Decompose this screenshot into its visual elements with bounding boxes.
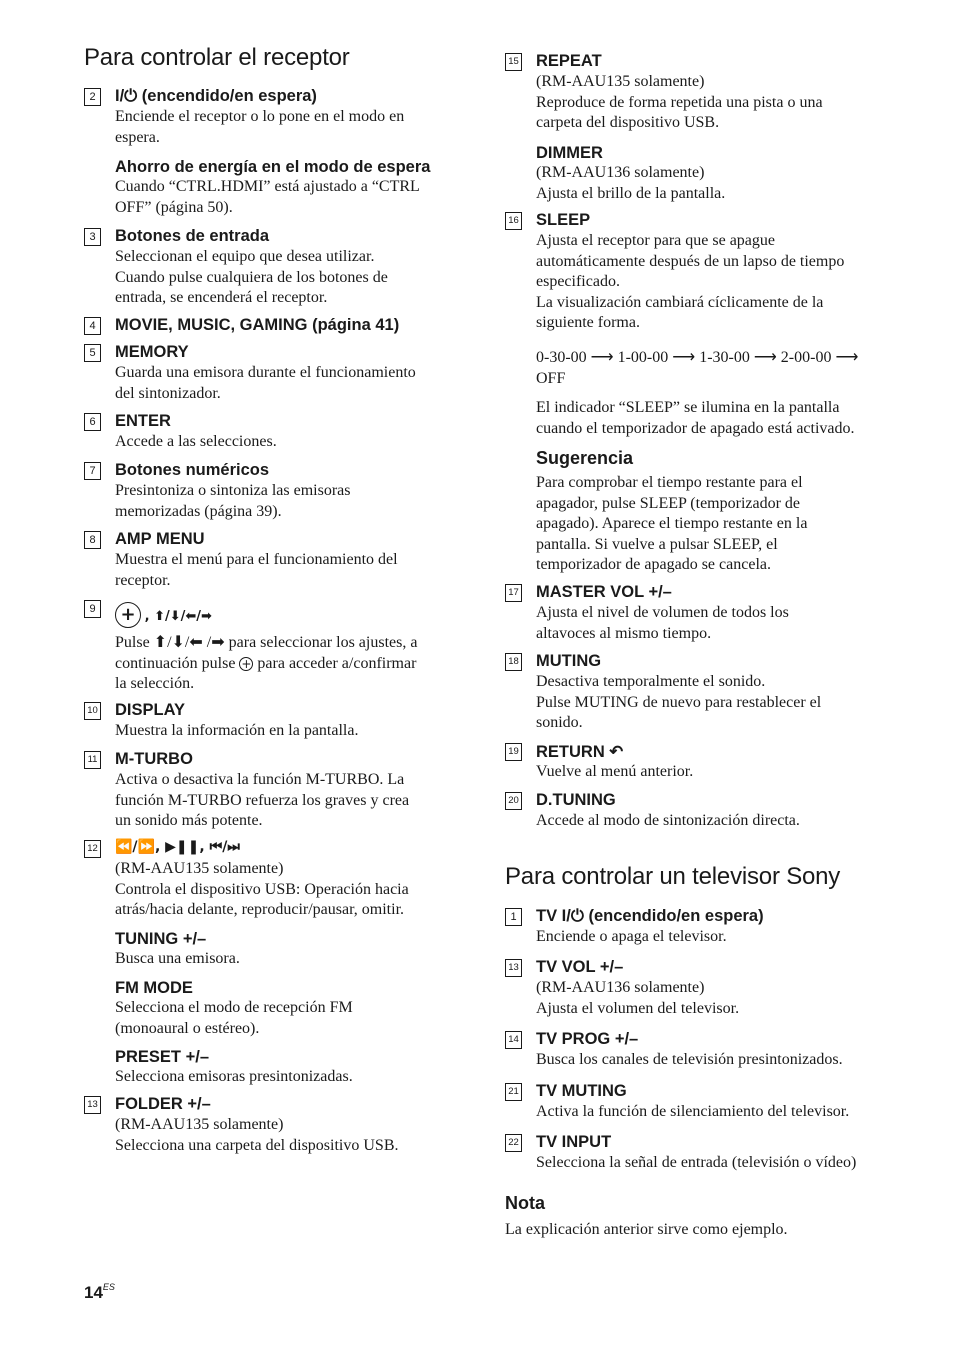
item-heading: ⏪/⏩, ▶❚❚, ⏮/⏭: [115, 839, 240, 855]
item-heading: TV MUTING: [536, 1082, 627, 1100]
item-text: Activa o desactiva la función M-TURBO. La: [115, 771, 405, 788]
item-heading: Botones de entrada: [115, 227, 270, 245]
item-text: Controla el dispositivo USB: Operación hacia: [115, 880, 409, 898]
item-heading: REPEAT: [536, 52, 602, 70]
item-text: Enciende el receptor o lo pone en el modo en: [115, 108, 405, 125]
item-text: Presintoniza o sintoniza las emisoras: [115, 482, 351, 499]
sub-text: (monoaural o estéreo).: [115, 1019, 260, 1037]
sub-heading: TUNING +/–: [115, 930, 207, 948]
sub-text: Ajusta el brillo de la pantalla.: [536, 184, 726, 202]
item-number: 17: [505, 584, 522, 602]
enter-circle-icon: [115, 602, 141, 628]
sleep-cycle-text: 0-30-00 ⟶ 1-00-00 ⟶ 1-30-00 ⟶ 2-00-00 ⟶: [536, 349, 859, 366]
item-text: Pulse MUTING de nuevo para restablecer el: [536, 693, 822, 711]
sugerencia-heading: Sugerencia: [536, 448, 634, 468]
item-heading: RETURN ↶: [536, 743, 624, 761]
item-number: 21: [505, 1083, 522, 1101]
sub-heading: FM MODE: [115, 979, 193, 997]
item-text: un sonido más potente.: [115, 812, 263, 830]
sub-heading: PRESET +/–: [115, 1048, 209, 1066]
sub-text: (RM-AAU136 solamente): [536, 164, 705, 181]
item-text: Desactiva temporalmente el sonido.: [536, 673, 766, 690]
item-heading: TV I/⏻ (encendido/en espera): [536, 907, 764, 925]
sub-text: Busca una emisora.: [115, 950, 240, 967]
item-number: 13: [505, 959, 522, 977]
sugerencia-text: Para comprobar el tiempo restante para el apagador, pulse SLEEP (temporizador de apagado). Aparece el tiempo restante en la pantalla. Si vuelve a pulsar SLEEP, el temporizador de apagado se cancela.: [536, 474, 808, 574]
item-number: 2: [84, 88, 101, 106]
item-text: (RM-AAU135 solamente): [115, 860, 284, 877]
item-heading: FOLDER +/–: [115, 1095, 211, 1113]
item-text: Seleccionan el equipo que desea utilizar.: [115, 248, 375, 265]
item-text: Activa la función de silenciamiento del televisor.: [536, 1103, 850, 1120]
item-text: sonido.: [536, 714, 583, 732]
item-text: automáticamente después de un lapso de tiempo: [536, 252, 845, 270]
section-heading-tv: Para controlar un televisor Sony: [505, 863, 841, 890]
item-heading: MOVIE, MUSIC, GAMING (página 41): [115, 316, 400, 334]
item-text: Cuando pulse cualquiera de los botones de: [115, 268, 388, 286]
item-heading: MUTING: [536, 652, 602, 670]
item-text: del sintonizador.: [115, 384, 221, 402]
item-text: Muestra el menú para el funcionamiento del: [115, 551, 398, 568]
item-text: altavoces al mismo tiempo.: [536, 624, 712, 642]
item-heading: D.TUNING: [536, 791, 616, 809]
item-text: continuación pulse + para acceder a/confirmar: [115, 654, 474, 675]
item-number: 8: [84, 531, 101, 549]
item-text: La visualización cambiará cíclicamente de la: [536, 293, 824, 311]
item-text: función M-TURBO refuerza los graves y crea: [115, 791, 410, 809]
item-text: Selecciona la señal de entrada (televisión o vídeo): [536, 1154, 857, 1171]
item-text: Ajusta el volumen del televisor.: [536, 999, 740, 1017]
nota-heading: Nota: [505, 1193, 545, 1213]
item-number: 13: [84, 1096, 101, 1114]
item-text: Muestra la información en la pantalla.: [115, 722, 359, 739]
item-heading: I/⏻ (encendido/en espera): [115, 87, 317, 105]
item-heading: AMP MENU: [115, 530, 205, 548]
item-text: Busca los canales de televisión presintonizados.: [536, 1051, 843, 1068]
sleep-cycle: [536, 348, 900, 389]
item-text: Ajusta el receptor para que se apague: [536, 232, 775, 249]
item-text: atrás/hacia delante, reproducir/pausar, omitir.: [115, 901, 405, 919]
sub-text: Cuando “CTRL.HDMI” está ajustado a “CTRL: [115, 178, 420, 195]
item-number: 22: [505, 1134, 522, 1152]
item-text: Pulse ⬆/⬇/⬅ /➡ para seleccionar los ajustes, a: [115, 634, 418, 651]
item-text: entrada, se encenderá el receptor.: [115, 289, 328, 307]
item-number: 1: [505, 908, 522, 926]
item-text: Accede a las selecciones.: [115, 433, 277, 450]
item-text: (RM-AAU135 solamente): [536, 73, 705, 90]
item-text: Enciende o apaga el televisor.: [536, 928, 727, 945]
item-number: 5: [84, 344, 101, 362]
item-text: Reproduce de forma repetida una pista o una: [536, 93, 823, 111]
item-text: la selección.: [115, 675, 195, 693]
item-text: (RM-AAU136 solamente): [536, 979, 705, 996]
item-number: 7: [84, 462, 101, 480]
item-heading: TV PROG +/–: [536, 1030, 639, 1048]
item-heading: M-TURBO: [115, 750, 193, 768]
item-heading: DISPLAY: [115, 701, 185, 719]
item-number: 9: [84, 600, 101, 618]
item-text: siguiente forma.: [536, 314, 640, 332]
item-text: Guarda una emisora durante el funcionamiento: [115, 364, 416, 381]
item-number: 15: [505, 53, 522, 71]
item-text: El indicador “SLEEP” se ilumina en la pantalla: [536, 399, 840, 416]
item-number: 14: [505, 1031, 522, 1049]
sub-text: Selecciona el modo de recepción FM: [115, 999, 353, 1016]
item-text: (RM-AAU135 solamente): [115, 1116, 284, 1133]
item-text: memorizadas (página 39).: [115, 502, 282, 520]
item-number: 6: [84, 413, 101, 431]
item-text: cuando el temporizador de apagado está activado.: [536, 419, 855, 437]
item-heading: MEMORY: [115, 343, 189, 361]
item-number: 16: [505, 212, 522, 230]
page-number: $14^{ES}$: [84, 1282, 115, 1302]
item-text: especificado.: [536, 273, 620, 291]
item-number: 20: [505, 792, 522, 810]
item-number: 18: [505, 653, 522, 671]
enter-circle-icon: [239, 657, 253, 671]
item-text: receptor.: [115, 571, 171, 589]
item-text: Accede al modo de sintonización directa.: [536, 812, 800, 829]
item-heading: ENTER: [115, 412, 171, 430]
sub-preset: [115, 1047, 474, 1088]
item-text: Ajusta el nivel de volumen de todos los: [536, 604, 789, 621]
item-text: carpeta del dispositivo USB.: [536, 114, 720, 132]
sub-fm-mode: [115, 978, 474, 1039]
item-heading: Botones numéricos: [115, 461, 270, 479]
sleep-cycle-text: OFF: [536, 369, 566, 387]
item-number: 11: [84, 751, 101, 769]
sleep-indicator: [536, 398, 900, 439]
item-heading: TV INPUT: [536, 1133, 612, 1151]
item-heading: SLEEP: [536, 211, 591, 229]
nota-text: La explicación anterior sirve como ejemplo.: [505, 1221, 788, 1238]
item-number: 19: [505, 743, 522, 761]
item-text: espera.: [115, 128, 160, 146]
item-number: 12: [84, 840, 101, 858]
item-heading: TV VOL +/–: [536, 958, 624, 976]
item-text: Selecciona una carpeta del dispositivo USB.: [115, 1136, 399, 1154]
item-heading: + , ⬆/⬇/⬅/➡: [115, 602, 212, 628]
item-text: Vuelve al menú anterior.: [536, 763, 694, 780]
sub-heading: Ahorro de energía en el modo de espera: [115, 158, 431, 176]
item-number: 3: [84, 228, 101, 246]
sub-tuning: [115, 929, 474, 970]
sub-heading: DIMMER: [536, 144, 603, 162]
item-number: 4: [84, 317, 101, 335]
sub-ahorro: [115, 157, 474, 218]
sub-dimmer: [536, 143, 900, 204]
item-number: 10: [84, 702, 101, 720]
section-heading-receptor: Para controlar el receptor: [84, 44, 350, 71]
sub-text: Selecciona emisoras presintonizadas.: [115, 1068, 353, 1085]
sub-text: OFF” (página 50).: [115, 198, 233, 216]
item-heading: MASTER VOL +/–: [536, 583, 672, 601]
